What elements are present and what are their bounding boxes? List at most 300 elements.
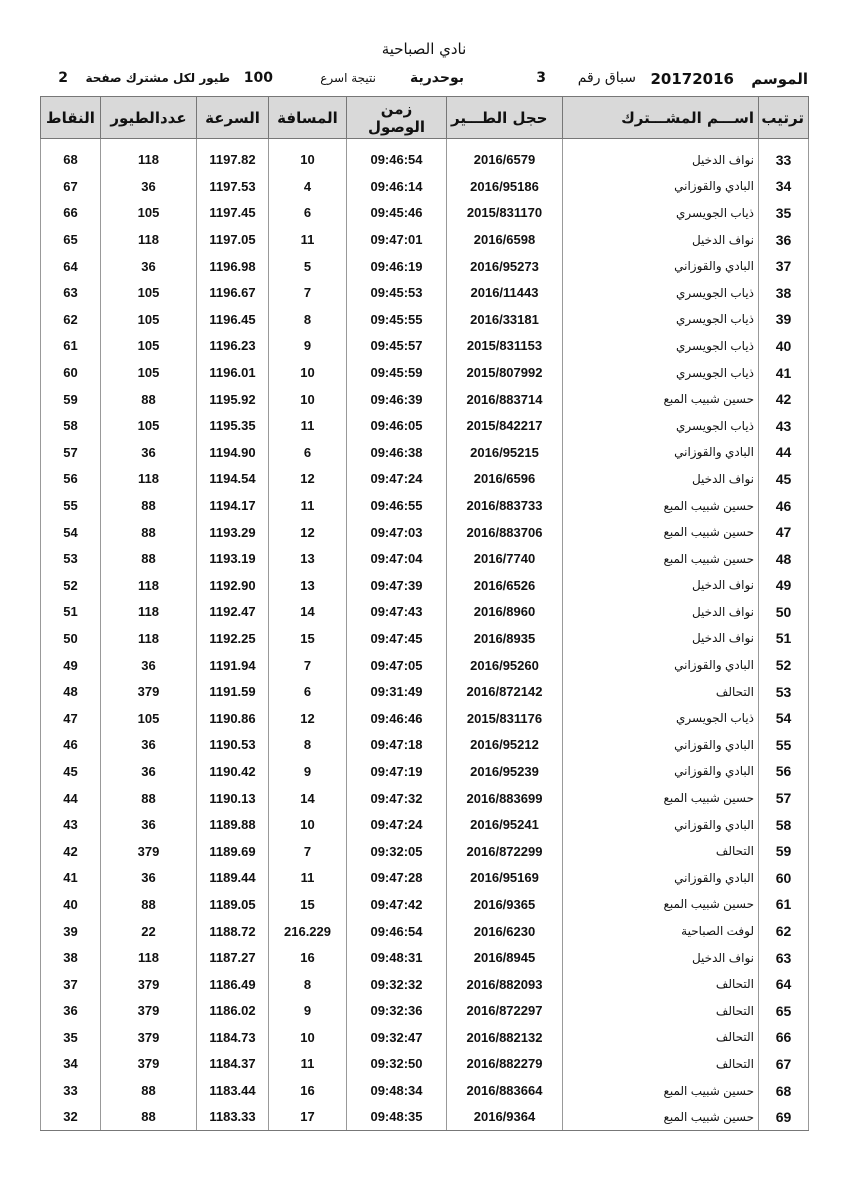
distance-cell: 9 [269,998,347,1025]
points-cell: 38 [41,944,101,971]
distance-cell: 14 [269,785,347,812]
ring-cell: 2016/872142 [447,678,563,705]
distance-cell: 11 [269,226,347,253]
ring-cell: 2015/831170 [447,200,563,227]
ring-cell: 2016/882093 [447,971,563,998]
points-cell: 48 [41,678,101,705]
participant-cell: ذياب الجويسري [563,333,759,360]
birds-cell: 36 [101,758,197,785]
table-row [41,1104,809,1131]
distance-cell: 15 [269,891,347,918]
points-cell: 58 [41,412,101,439]
speed-cell: 1194.90 [197,439,269,466]
ring-cell: 2016/6526 [447,572,563,599]
distance-cell: 8 [269,971,347,998]
arrival-cell: 09:46:19 [347,253,447,280]
table-row [41,971,809,998]
col-ring: حجل الطـــير [447,97,563,139]
distance-cell: 10 [269,386,347,413]
ring-cell: 2016/95212 [447,732,563,759]
speed-cell: 1196.45 [197,306,269,333]
arrival-cell: 09:32:32 [347,971,447,998]
distance-cell: 5 [269,253,347,280]
ring-cell: 2016/11443 [447,279,563,306]
per-page-label: طيور لكل مشترك صفحة [85,71,230,85]
points-cell: 36 [41,998,101,1025]
arrival-cell: 09:45:57 [347,333,447,360]
arrival-cell: 09:31:49 [347,678,447,705]
distance-cell: 13 [269,545,347,572]
birds-cell: 88 [101,785,197,812]
col-distance: المسافة [269,97,347,139]
participant-cell: نواف الدخيل [563,625,759,652]
speed-cell: 1190.13 [197,785,269,812]
ring-cell: 2016/9365 [447,891,563,918]
participant-cell: ذياب الجويسري [563,359,759,386]
birds-cell: 118 [101,147,197,174]
table-row [41,147,809,174]
arrival-cell: 09:45:46 [347,200,447,227]
arrival-cell: 09:48:34 [347,1077,447,1104]
birds-cell: 105 [101,705,197,732]
birds-cell: 379 [101,678,197,705]
birds-cell: 36 [101,865,197,892]
arrival-cell: 09:32:05 [347,838,447,865]
participant-cell: نواف الدخيل [563,147,759,174]
race-info-row [40,70,808,90]
arrival-cell: 09:32:36 [347,998,447,1025]
participant-cell: حسين شبيب المبع [563,1104,759,1131]
col-participant: اســـم المشـــترك [563,97,759,139]
speed-cell: 1197.82 [197,147,269,174]
ring-cell: 2016/95186 [447,173,563,200]
speed-cell: 1190.42 [197,758,269,785]
distance-cell: 8 [269,306,347,333]
rank-cell: 66 [759,1024,809,1051]
rank-cell: 58 [759,811,809,838]
table-row [41,599,809,626]
distance-cell: 13 [269,572,347,599]
arrival-cell: 09:45:59 [347,359,447,386]
participant-cell: نواف الدخيل [563,466,759,493]
table-header-row [41,97,809,139]
table-row [41,279,809,306]
birds-cell: 36 [101,811,197,838]
arrival-cell: 09:47:01 [347,226,447,253]
speed-cell: 1183.33 [197,1104,269,1131]
rank-cell: 67 [759,1051,809,1078]
participant-cell: نواف الدخيل [563,599,759,626]
ring-cell: 2016/872299 [447,838,563,865]
points-cell: 55 [41,492,101,519]
distance-cell: 11 [269,865,347,892]
rank-cell: 38 [759,279,809,306]
ring-cell: 2016/8960 [447,599,563,626]
table-row [41,386,809,413]
arrival-cell: 09:46:54 [347,918,447,945]
result-label: نتيجة اسرع [320,71,376,85]
rank-cell: 41 [759,359,809,386]
distance-cell: 7 [269,279,347,306]
distance-cell: 7 [269,838,347,865]
points-cell: 39 [41,918,101,945]
ring-cell: 2016/95239 [447,758,563,785]
ring-cell: 2016/95215 [447,439,563,466]
participant-cell: ذياب الجويسري [563,306,759,333]
participant-cell: البادي والقوزاني [563,865,759,892]
speed-cell: 1195.92 [197,386,269,413]
points-cell: 62 [41,306,101,333]
rank-cell: 44 [759,439,809,466]
distance-cell: 11 [269,412,347,439]
speed-cell: 1193.29 [197,519,269,546]
page-title: نادي الصباحية [381,40,467,58]
participant-cell: حسين شبيب المبع [563,386,759,413]
col-speed: السرعة [197,97,269,139]
arrival-cell: 09:45:53 [347,279,447,306]
participant-cell: ذياب الجويسري [563,200,759,227]
birds-cell: 36 [101,173,197,200]
table-row [41,306,809,333]
table-row [41,359,809,386]
points-cell: 35 [41,1024,101,1051]
arrival-cell: 09:47:24 [347,811,447,838]
rank-cell: 59 [759,838,809,865]
table-body [41,139,809,1131]
birds-cell: 118 [101,599,197,626]
arrival-cell: 09:47:24 [347,466,447,493]
distance-cell: 9 [269,758,347,785]
arrival-cell: 09:45:55 [347,306,447,333]
distance-cell: 10 [269,359,347,386]
distance-cell: 17 [269,1104,347,1131]
ring-cell: 2015/831153 [447,333,563,360]
speed-cell: 1197.05 [197,226,269,253]
rank-cell: 50 [759,599,809,626]
points-cell: 66 [41,200,101,227]
birds-cell: 105 [101,359,197,386]
speed-cell: 1191.94 [197,652,269,679]
participant-cell: التحالف [563,998,759,1025]
birds-cell: 118 [101,944,197,971]
distance-cell: 4 [269,173,347,200]
rank-cell: 64 [759,971,809,998]
ring-cell: 2016/883664 [447,1077,563,1104]
speed-cell: 1190.86 [197,705,269,732]
rank-cell: 40 [759,333,809,360]
arrival-cell: 09:47:32 [347,785,447,812]
ring-cell: 2016/883706 [447,519,563,546]
ring-cell: 2016/7740 [447,545,563,572]
participant-cell: نواف الدخيل [563,944,759,971]
ring-cell: 2016/8945 [447,944,563,971]
distance-cell: 16 [269,944,347,971]
speed-cell: 1189.44 [197,865,269,892]
results-table [40,96,809,1131]
distance-cell: 10 [269,811,347,838]
table-row [41,838,809,865]
rank-cell: 54 [759,705,809,732]
speed-cell: 1194.54 [197,466,269,493]
table-row [41,891,809,918]
race-number: 3 [536,70,546,86]
rank-cell: 56 [759,758,809,785]
ring-cell: 2016/9364 [447,1104,563,1131]
participant-cell: نواف الدخيل [563,226,759,253]
ring-cell: 2016/6579 [447,147,563,174]
points-cell: 57 [41,439,101,466]
speed-cell: 1189.88 [197,811,269,838]
ring-cell: 2016/6230 [447,918,563,945]
arrival-cell: 09:46:14 [347,173,447,200]
participant-cell: البادي والقوزاني [563,253,759,280]
birds-cell: 88 [101,1104,197,1131]
speed-cell: 1191.59 [197,678,269,705]
ring-cell: 2016/872297 [447,998,563,1025]
race-label: سباق رقم [577,70,636,86]
ring-cell: 2016/33181 [447,306,563,333]
participant-cell: التحالف [563,1024,759,1051]
points-cell: 52 [41,572,101,599]
rank-cell: 42 [759,386,809,413]
rank-cell: 65 [759,998,809,1025]
birds-cell: 36 [101,652,197,679]
arrival-cell: 09:47:39 [347,572,447,599]
birds-cell: 105 [101,306,197,333]
col-arrival: زمن الوصول [347,97,447,139]
arrival-cell: 09:47:45 [347,625,447,652]
points-cell: 50 [41,625,101,652]
ring-cell: 2016/6596 [447,466,563,493]
participant-cell: ذياب الجويسري [563,705,759,732]
birds-cell: 88 [101,545,197,572]
arrival-cell: 09:47:03 [347,519,447,546]
speed-cell: 1188.72 [197,918,269,945]
rank-cell: 33 [759,147,809,174]
speed-cell: 1196.01 [197,359,269,386]
ring-cell: 2016/883733 [447,492,563,519]
participant-cell: التحالف [563,971,759,998]
table-row [41,333,809,360]
speed-cell: 1190.53 [197,732,269,759]
arrival-cell: 09:46:55 [347,492,447,519]
distance-cell: 7 [269,652,347,679]
ring-cell: 2015/807992 [447,359,563,386]
distance-cell: 12 [269,466,347,493]
rank-cell: 47 [759,519,809,546]
arrival-cell: 09:47:05 [347,652,447,679]
ring-cell: 2016/8935 [447,625,563,652]
ring-cell: 2016/6598 [447,226,563,253]
col-birds: عددالطيور [101,97,197,139]
arrival-cell: 09:47:19 [347,758,447,785]
arrival-cell: 09:47:18 [347,732,447,759]
ring-cell: 2016/882132 [447,1024,563,1051]
table-row [41,1051,809,1078]
birds-cell: 379 [101,1051,197,1078]
points-cell: 42 [41,838,101,865]
birds-cell: 379 [101,971,197,998]
ring-cell: 2016/882279 [447,1051,563,1078]
rank-cell: 48 [759,545,809,572]
points-cell: 63 [41,279,101,306]
participant-cell: حسين شبيب المبع [563,545,759,572]
arrival-cell: 09:46:05 [347,412,447,439]
rank-cell: 55 [759,732,809,759]
speed-cell: 1195.35 [197,412,269,439]
birds-cell: 88 [101,519,197,546]
ring-cell: 2016/883699 [447,785,563,812]
rank-cell: 60 [759,865,809,892]
col-rank: ترتيب [759,97,809,139]
points-cell: 61 [41,333,101,360]
distance-cell: 216.229 [269,918,347,945]
race-location: بوحدرية [409,70,464,86]
rank-cell: 35 [759,200,809,227]
points-cell: 41 [41,865,101,892]
speed-cell: 1192.25 [197,625,269,652]
table-row [41,1077,809,1104]
table-row [41,200,809,227]
page-number: 2 [58,70,68,86]
distance-cell: 9 [269,333,347,360]
ring-cell: 2016/95260 [447,652,563,679]
rank-cell: 69 [759,1104,809,1131]
rank-cell: 37 [759,253,809,280]
points-cell: 43 [41,811,101,838]
participant-cell: حسين شبيب المبع [563,785,759,812]
participant-cell: حسين شبيب المبع [563,891,759,918]
distance-cell: 6 [269,439,347,466]
table-row [41,492,809,519]
birds-cell: 22 [101,918,197,945]
distance-cell: 6 [269,200,347,227]
distance-cell: 8 [269,732,347,759]
participant-cell: البادي والقوزاني [563,758,759,785]
distance-cell: 10 [269,1024,347,1051]
arrival-cell: 09:47:42 [347,891,447,918]
distance-cell: 15 [269,625,347,652]
participant-cell: حسين شبيب المبع [563,519,759,546]
table-row [41,519,809,546]
speed-cell: 1187.27 [197,944,269,971]
birds-cell: 379 [101,838,197,865]
rank-cell: 57 [759,785,809,812]
table-row [41,226,809,253]
birds-cell: 105 [101,412,197,439]
birds-cell: 118 [101,466,197,493]
rank-cell: 68 [759,1077,809,1104]
birds-cell: 118 [101,226,197,253]
speed-cell: 1184.73 [197,1024,269,1051]
birds-cell: 88 [101,1077,197,1104]
table-row [41,732,809,759]
participant-cell: لوفت الصباحية [563,918,759,945]
table-row [41,572,809,599]
rank-cell: 51 [759,625,809,652]
points-cell: 68 [41,147,101,174]
points-cell: 40 [41,891,101,918]
arrival-cell: 09:48:35 [347,1104,447,1131]
distance-cell: 12 [269,519,347,546]
table-row [41,1024,809,1051]
points-cell: 59 [41,386,101,413]
points-cell: 33 [41,1077,101,1104]
table-row [41,944,809,971]
speed-cell: 1197.53 [197,173,269,200]
speed-cell: 1196.23 [197,333,269,360]
points-cell: 49 [41,652,101,679]
participant-cell: التحالف [563,1051,759,1078]
points-cell: 32 [41,1104,101,1131]
participant-cell: حسين شبيب المبع [563,492,759,519]
birds-cell: 105 [101,333,197,360]
speed-cell: 1184.37 [197,1051,269,1078]
result-count: 100 [243,70,273,86]
distance-cell: 11 [269,1051,347,1078]
rank-cell: 62 [759,918,809,945]
birds-cell: 118 [101,572,197,599]
speed-cell: 1189.69 [197,838,269,865]
arrival-cell: 09:47:28 [347,865,447,892]
points-cell: 54 [41,519,101,546]
participant-cell: ذياب الجويسري [563,412,759,439]
birds-cell: 36 [101,439,197,466]
table-row [41,998,809,1025]
table-row [41,466,809,493]
table-row [41,678,809,705]
birds-cell: 36 [101,732,197,759]
participant-cell: ذياب الجويسري [563,279,759,306]
table-row [41,253,809,280]
ring-cell: 2015/831176 [447,705,563,732]
rank-cell: 61 [759,891,809,918]
participant-cell: البادي والقوزاني [563,173,759,200]
distance-cell: 14 [269,599,347,626]
birds-cell: 105 [101,200,197,227]
col-points: النقاط [41,97,101,139]
birds-cell: 36 [101,253,197,280]
participant-cell: حسين شبيب المبع [563,1077,759,1104]
points-cell: 65 [41,226,101,253]
points-cell: 56 [41,466,101,493]
ring-cell: 2016/95169 [447,865,563,892]
arrival-cell: 09:46:46 [347,705,447,732]
rank-cell: 49 [759,572,809,599]
points-cell: 51 [41,599,101,626]
season-value: 20172016 [650,70,734,88]
table-row [41,918,809,945]
birds-cell: 88 [101,386,197,413]
arrival-cell: 09:47:43 [347,599,447,626]
table-row [41,705,809,732]
table-row [41,545,809,572]
rank-cell: 53 [759,678,809,705]
birds-cell: 118 [101,625,197,652]
table-row [41,785,809,812]
points-cell: 60 [41,359,101,386]
season-label: الموسم [751,70,808,88]
arrival-cell: 09:32:50 [347,1051,447,1078]
speed-cell: 1192.47 [197,599,269,626]
rank-cell: 36 [759,226,809,253]
points-cell: 45 [41,758,101,785]
ring-cell: 2016/883714 [447,386,563,413]
points-cell: 34 [41,1051,101,1078]
speed-cell: 1197.45 [197,200,269,227]
participant-cell: البادي والقوزاني [563,439,759,466]
rank-cell: 46 [759,492,809,519]
